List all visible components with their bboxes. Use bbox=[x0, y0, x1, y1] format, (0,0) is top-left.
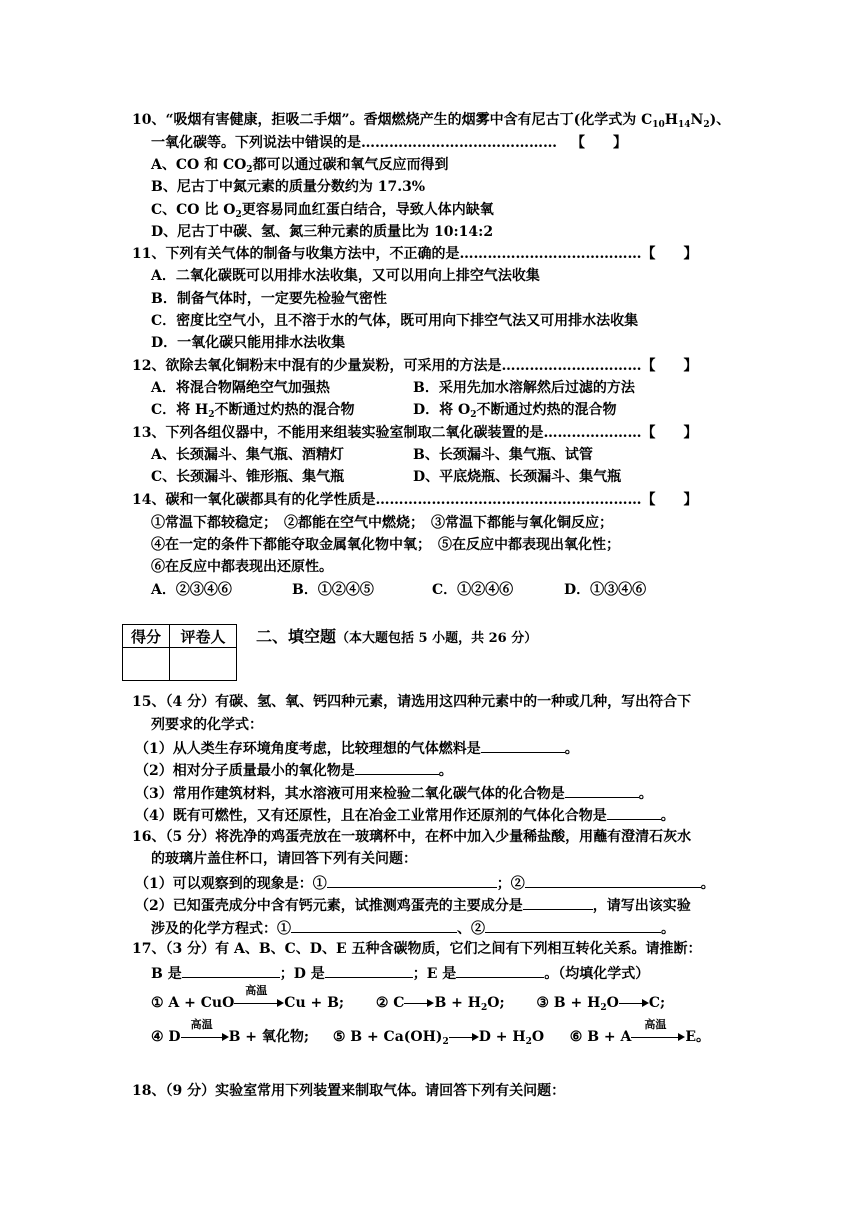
q15-part-1: （1）从人类生存环境角度考虑，比较理想的气体燃料是 。 bbox=[135, 737, 579, 759]
answer-blank bbox=[456, 962, 544, 978]
reaction-arrow bbox=[449, 1027, 479, 1047]
score-table bbox=[122, 624, 237, 681]
q13-option-c: C、长颈漏斗、锥形瓶、集气瓶 bbox=[151, 469, 345, 485]
q11-option-d: D．一氧化碳只能用排水法收集 bbox=[151, 335, 346, 351]
answer-blank bbox=[355, 759, 439, 775]
answer-blank bbox=[481, 737, 565, 753]
q11-stem: 11、下列有关气体的制备与收集方法中，不正确的是…………………………………【 】 bbox=[132, 246, 698, 262]
q15-part-3: （3）常用作建筑材料，其水溶液可用来检验二氧化碳气体的化合物是 。 bbox=[135, 782, 653, 804]
q14-statement-1: ①常温下都较稳定； ②都能在空气中燃烧； ③常温下都能与氧化铜反应； bbox=[151, 515, 613, 531]
q14-option-c: C．①②④⑥ bbox=[432, 582, 514, 598]
q10-stem-line1: 10、“吸烟有害健康，拒吸二手烟”。香烟燃烧产生的烟雾中含有尼古丁(化学式为 $C_{10}H_{14}N_2$)、 bbox=[132, 112, 731, 130]
q14-option-a: A．②③④⑥ bbox=[151, 582, 232, 598]
q16-stem-line1: 16、（5 分）将洗净的鸡蛋壳放在一玻璃杯中，在杯中加入少量稀盐酸，用蘸有澄清石灰水 bbox=[132, 829, 692, 845]
answer-blank bbox=[523, 894, 593, 910]
answer-blank bbox=[327, 872, 497, 888]
q14-option-b: B．①②④⑤ bbox=[292, 582, 374, 598]
q16-part-2: （2）已知蛋壳成分中含有钙元素，试推测鸡蛋壳的主要成分是 ，请写出该实验 bbox=[135, 894, 691, 916]
q12-option-a: A．将混合物隔绝空气加强热 bbox=[151, 380, 330, 396]
answer-bracket: 【 】 bbox=[641, 246, 698, 262]
score-cell bbox=[123, 648, 170, 681]
q14-statement-2: ④在一定的条件下都能夺取金属氧化物中氧； ⑤在反应中都表现出氧化性； bbox=[151, 537, 620, 553]
answer-bracket: 【 】 bbox=[641, 425, 698, 441]
q15-part-2: （2）相对分子质量最小的氧化物是 。 bbox=[135, 759, 453, 781]
q16-part-1: （1）可以观察到的现象是：① ；② 。 bbox=[135, 872, 715, 894]
answer-blank bbox=[565, 782, 639, 798]
q13-option-b: B、长颈漏斗、集气瓶、试管 bbox=[413, 447, 593, 463]
q13-option-d: D、平底烧瓶、长颈漏斗、集气瓶 bbox=[413, 469, 622, 485]
q11-option-a: A．二氧化碳既可以用排水法收集，又可以用向上排空气法收集 bbox=[151, 268, 540, 284]
grader-cell bbox=[170, 648, 237, 681]
q17-stem: 17、（3 分）有 A、B、C、D、E 五种含碳物质，它们之间有下列相互转化关系。请推断： bbox=[132, 941, 702, 957]
q10-option-b: B、尼古丁中氮元素的质量分数约为 17.3% bbox=[151, 179, 426, 195]
q13-option-a: A、长颈漏斗、集气瓶、酒精灯 bbox=[151, 447, 344, 463]
answer-bracket: 【 】 bbox=[641, 492, 698, 508]
q15-part-4: （4）既有可燃性，又有还原性，且在冶金工业常用作还原剂的气体化合物是 。 bbox=[135, 804, 675, 826]
answer-blank bbox=[291, 917, 457, 933]
answer-blank bbox=[525, 872, 701, 888]
answer-bracket: 【 】 bbox=[641, 358, 698, 374]
q18-stem: 18、（9 分）实验室常用下列装置来制取气体。请回答下列有关问题： bbox=[132, 1083, 566, 1099]
q16-stem-line2: 的玻璃片盖住杯口，请回答下列有关问题： bbox=[151, 851, 417, 867]
q10-stem-line2: 一氧化碳等。下列说法中错误的是…………………………………… 【 】 bbox=[151, 135, 627, 151]
reaction-arrow: 高温 bbox=[631, 1027, 685, 1047]
q14-stem: 14、碳和一氧化碳都具有的化学性质是…………………………………………………【 】 bbox=[132, 492, 698, 508]
q11-option-c: C．密度比空气小，且不溶于水的气体，既可用向下排空气法又可用排水法收集 bbox=[151, 313, 639, 329]
q12-option-d: D．将 $O_2$不断通过灼热的混合物 bbox=[413, 402, 617, 420]
answer-blank bbox=[485, 917, 661, 933]
q17-reaction-row-2: ④ D 高温 B + 氧化物; ⑤ $B + Ca(OH)_2$ $D + H_2O$ ⑥ B + A 高温 E。 bbox=[151, 1018, 711, 1047]
q17-answers: B 是 ；D 是 ；E 是 。（均填化学式） bbox=[151, 962, 649, 984]
answer-bracket: 【 】 bbox=[571, 135, 627, 151]
q13-stem: 13、下列各组仪器中，不能用来组装实验室制取二氧化碳装置的是…………………【 】 bbox=[132, 425, 698, 441]
reaction-arrow: 高温 bbox=[181, 1027, 229, 1047]
q11-option-b: B．制备气体时，一定要先检验气密性 bbox=[151, 291, 387, 307]
q12-option-b: B．采用先加水溶解然后过滤的方法 bbox=[413, 380, 635, 396]
q12-option-c: C．将 $H_2$不断通过灼热的混合物 bbox=[151, 402, 355, 420]
reaction-arrow bbox=[404, 993, 434, 1013]
q17-reaction-row-1: ① A + CuO 高温 Cu + B; ② C $B + H_2O$; ③ $B + H_2O$ C; bbox=[151, 984, 666, 1013]
q10-option-a: A、CO 和 $CO_2$都可以通过碳和氧气反应而得到 bbox=[151, 157, 449, 175]
grader-header: 评卷人 bbox=[170, 625, 237, 648]
q14-option-d: D．①③④⑥ bbox=[564, 582, 647, 598]
q15-stem-line1: 15、（4 分）有碳、氢、氧、钙四种元素，请选用这四种元素中的一种或几种，写出符合下 bbox=[132, 694, 692, 710]
q10-option-d: D、尼古丁中碳、氢、氮三种元素的质量比为 10:14:2 bbox=[151, 224, 494, 240]
q12-stem: 12、欲除去氧化铜粉末中混有的少量炭粉，可采用的方法是…………………………【 】 bbox=[132, 358, 698, 374]
q10-option-c: C、CO 比 $O_2$更容易同血红蛋白结合，导致人体内缺氧 bbox=[151, 202, 494, 220]
answer-blank bbox=[607, 804, 661, 820]
q15-stem-line2: 列要求的化学式： bbox=[151, 717, 263, 733]
section-2-heading: 二、填空题（本大题包括 5 小题，共 26 分） bbox=[256, 627, 538, 646]
q16-part-3: 涉及的化学方程式：① 、② 。 bbox=[151, 917, 675, 939]
q14-statement-3: ⑥在反应中都表现出还原性。 bbox=[151, 559, 333, 575]
reaction-arrow: 高温 bbox=[234, 993, 284, 1013]
reaction-arrow bbox=[619, 993, 649, 1013]
answer-blank bbox=[182, 962, 280, 978]
score-header: 得分 bbox=[123, 625, 170, 648]
answer-blank bbox=[325, 962, 413, 978]
